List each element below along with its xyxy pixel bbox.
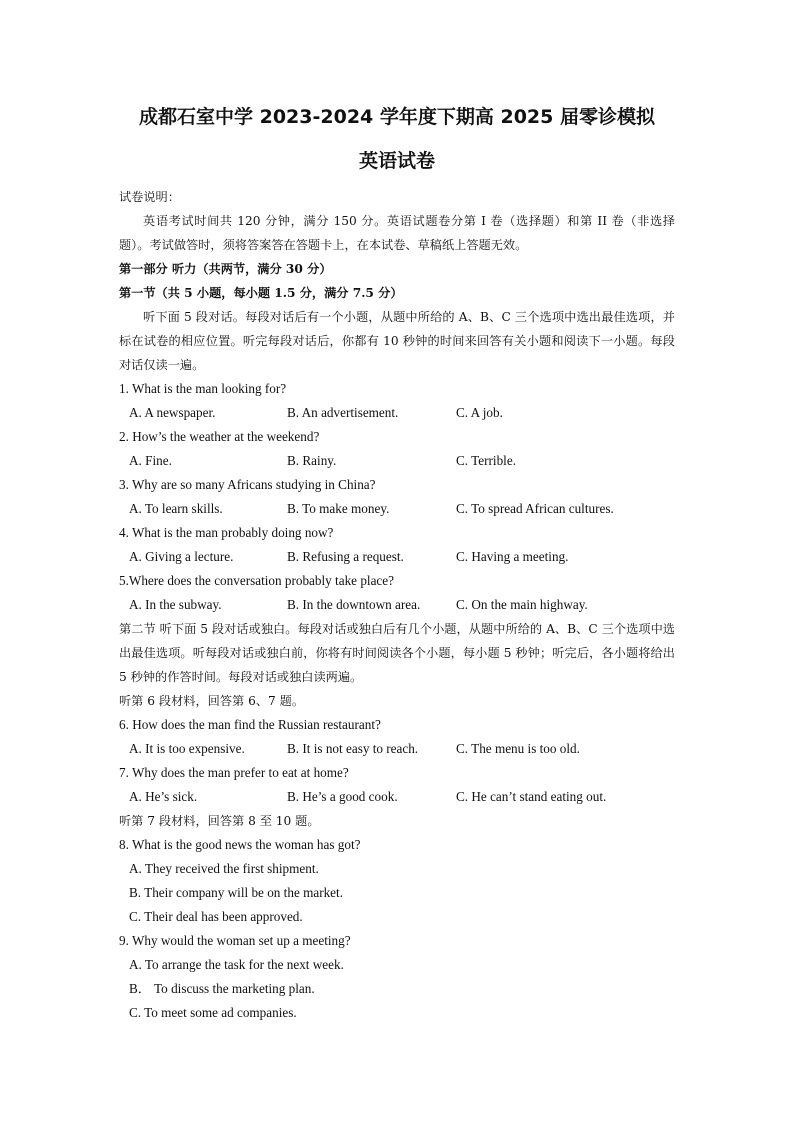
question-options [119, 497, 675, 521]
question-text: 5.Where does the conversation probably take place? [119, 573, 394, 588]
question-options [119, 401, 675, 425]
section2-directions: 第二节 听下面 5 段对话或独白。每段对话或独白后有几个小题，从题中所给的 A、B、C 三个选项中选出最佳选项。听每段对话或独白前，你将有时间阅读各个小题，每小题 5 秒钟；听完后，各小题将给出 5 秒钟的作答时间。每段对话或独白读两遍。 [119, 622, 675, 684]
option-b: B. Their company will be on the market. [129, 885, 344, 900]
exam-page [119, 103, 675, 1025]
option-a: A. He’s sick. [129, 789, 198, 804]
question-text: 1. What is the man looking for? [119, 381, 287, 396]
option-c: C. He can’t stand eating out. [456, 789, 607, 804]
question-7 [119, 761, 675, 809]
option-a: A. It is too expensive. [129, 741, 245, 756]
question-options [119, 449, 675, 473]
question-8 [119, 833, 675, 929]
part1-heading: 第一部分 听力（共两节，满分 30 分） [119, 262, 332, 276]
question-2 [119, 425, 675, 473]
option-a: A. Fine. [129, 453, 172, 468]
material-6-heading: 听第 6 段材料，回答第 6、7 题。 [119, 694, 305, 708]
question-3 [119, 473, 675, 521]
option-c: C. The menu is too old. [456, 741, 580, 756]
option-a: A. Giving a lecture. [129, 549, 234, 564]
option-c: C. On the main highway. [456, 597, 588, 612]
question-5 [119, 569, 675, 617]
option-c: C. To spread African cultures. [456, 501, 614, 516]
option-a: A. In the subway. [129, 597, 222, 612]
instructions-body: 英语考试时间共 120 分钟，满分 150 分。英语试题卷分第 I 卷（选择题）和第 II 卷（非选择题）。考试做答时，须将答案答在答题卡上，在本试卷、草稿纸上答题无效。 [119, 214, 675, 252]
option-a: A. To learn skills. [129, 501, 223, 516]
question-text: 6. How does the man find the Russian restaurant? [119, 717, 381, 732]
option-b: B. In the downtown area. [287, 597, 421, 612]
exam-subtitle: 英语试卷 [358, 150, 435, 172]
question-text: 8. What is the good news the woman has got? [119, 837, 361, 852]
option-c: C. To meet some ad companies. [129, 1005, 297, 1020]
instructions-heading: 试卷说明： [119, 190, 180, 204]
section1-directions: 听下面 5 段对话。每段对话后有一个小题，从题中所给的 A、B、C 三个选项中选出最佳选项，并标在试卷的相应位置。听完每段对话后，你都有 10 秒钟的时间来回答有关小题和阅读下一小题。每段对话仅读一遍。 [119, 310, 675, 372]
section1-heading: 第一节（共 5 小题，每小题 1.5 分，满分 7.5 分） [119, 286, 403, 300]
option-b: B. It is not easy to reach. [287, 741, 419, 756]
exam-title: 成都石室中学 2023-2024 学年度下期高 2025 届零诊模拟 [139, 106, 655, 128]
option-a: A. They received the first shipment. [129, 861, 319, 876]
option-a: A. A newspaper. [129, 405, 216, 420]
question-text: 2. How’s the weather at the weekend? [119, 429, 320, 444]
question-9 [119, 929, 675, 1025]
question-options [119, 593, 675, 617]
option-b: B. To make money. [287, 501, 390, 516]
question-text: 4. What is the man probably doing now? [119, 525, 334, 540]
option-a: A. To arrange the task for the next week. [129, 957, 344, 972]
option-c: C. A job. [456, 405, 503, 420]
option-b: B. Refusing a request. [287, 549, 404, 564]
option-c: C. Terrible. [456, 453, 516, 468]
question-options [119, 737, 675, 761]
question-text: 3. Why are so many Africans studying in China? [119, 477, 376, 492]
question-options [119, 785, 675, 809]
option-b: B. An advertisement. [287, 405, 399, 420]
option-c: C. Having a meeting. [456, 549, 569, 564]
option-b: B． To discuss the marketing plan. [129, 981, 315, 996]
question-text: 9. Why would the woman set up a meeting? [119, 933, 351, 948]
option-b: B. Rainy. [287, 453, 337, 468]
question-6 [119, 713, 675, 761]
option-c: C. Their deal has been approved. [129, 909, 303, 924]
option-b: B. He’s a good cook. [287, 789, 398, 804]
material-7-heading: 听第 7 段材料，回答第 8 至 10 题。 [119, 814, 320, 828]
question-1 [119, 377, 675, 425]
question-text: 7. Why does the man prefer to eat at home? [119, 765, 349, 780]
question-options [119, 545, 675, 569]
question-4 [119, 521, 675, 569]
